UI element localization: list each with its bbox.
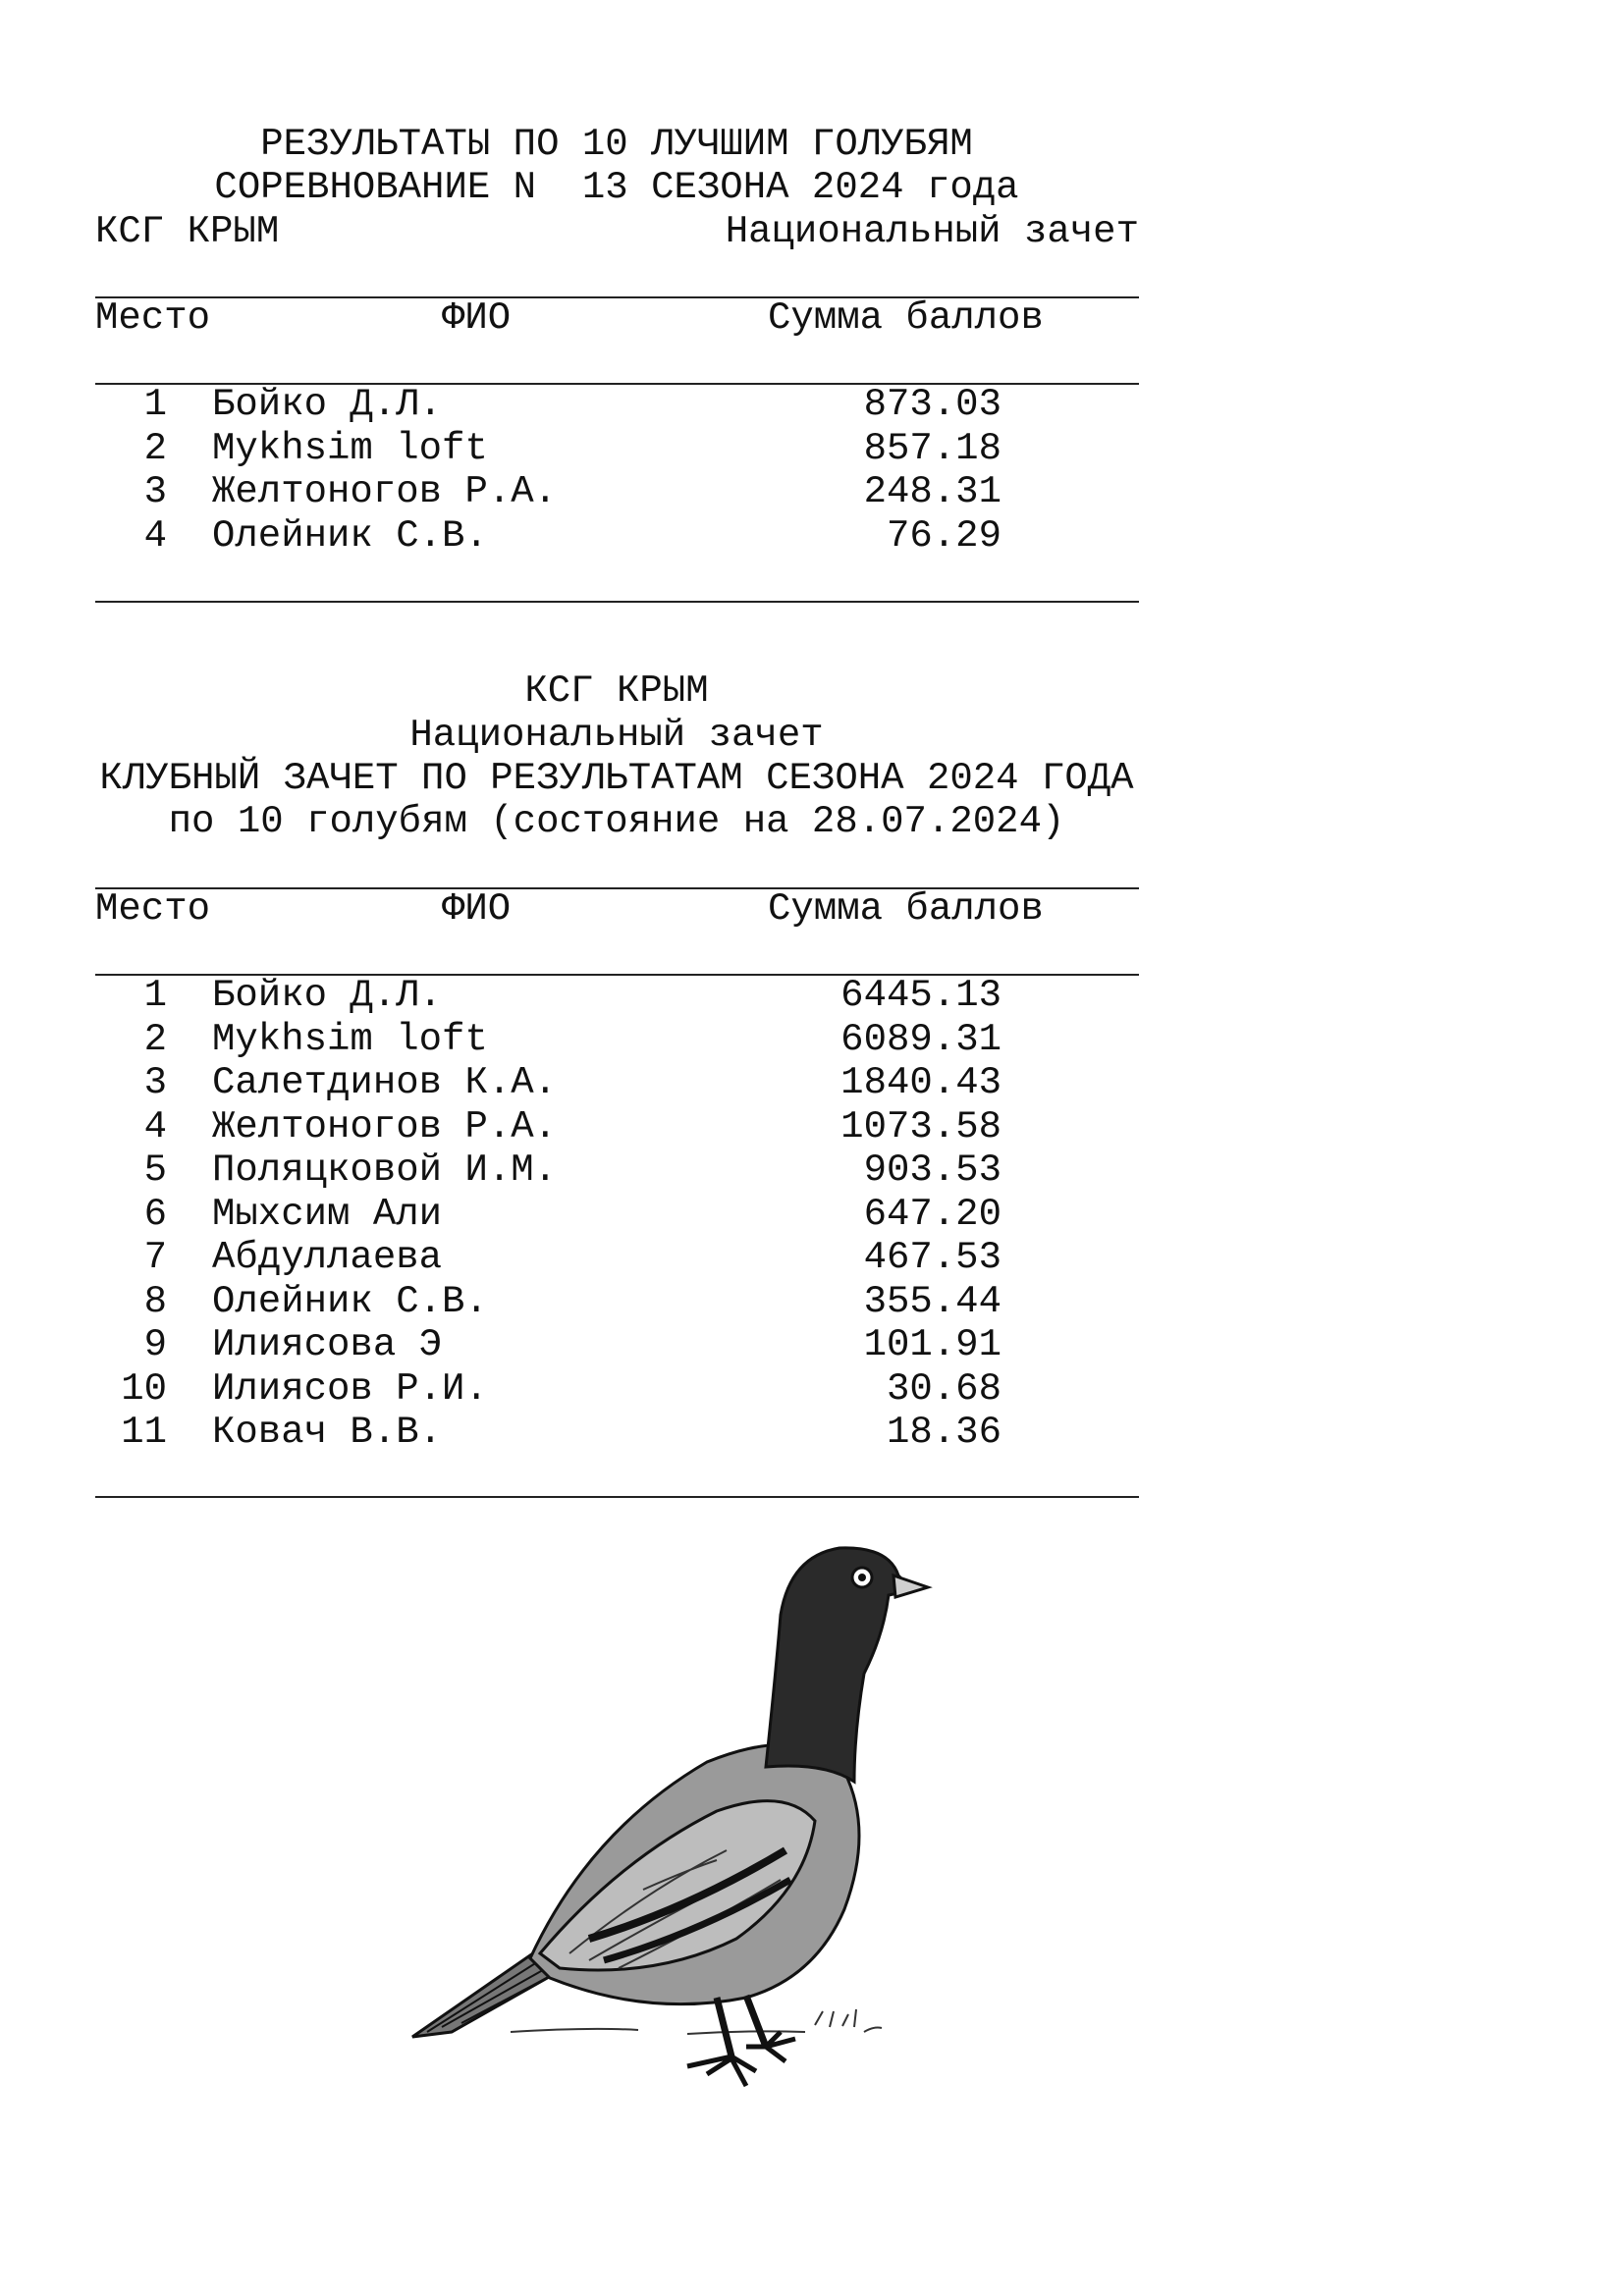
row-name: Олейник С.В. <box>212 1279 488 1323</box>
row-score: 355.44 <box>863 1279 1001 1323</box>
row-place: 4 <box>143 513 167 558</box>
row-name: Желтоногов Р.А. <box>212 1104 558 1148</box>
section2-category: Национальный зачет <box>409 714 824 757</box>
row-name: Mykhsim loft <box>212 426 488 470</box>
row-place: 4 <box>143 1104 167 1148</box>
row-name: Желтоногов Р.А. <box>212 470 558 513</box>
row-score: 857.18 <box>863 426 1001 470</box>
section2-title: КЛУБНЫЙ ЗАЧЕТ ПО РЕЗУЛЬТАТАМ СЕЗОНА 2024 ГОДА <box>99 757 1134 800</box>
row-score: 467.53 <box>863 1236 1001 1279</box>
section2-header-place: Место <box>95 887 211 931</box>
row-score: 6089.31 <box>840 1017 1001 1061</box>
row-place: 10 <box>121 1366 167 1411</box>
section1-header-score: Сумма баллов <box>768 296 1044 340</box>
row-score: 76.29 <box>886 513 1001 558</box>
section2-subtitle: по 10 голубям (состояние на 28.07.2024) <box>168 800 1065 843</box>
section2-org: КСГ КРЫМ <box>524 669 709 713</box>
section1-title: РЕЗУЛЬТАТЫ ПО 10 ЛУЧШИМ ГОЛУБЯМ <box>260 123 973 166</box>
row-score: 101.91 <box>863 1323 1001 1366</box>
row-name: Бойко Д.Л. <box>212 974 443 1017</box>
row-score: 30.68 <box>886 1366 1001 1411</box>
section2-header-score: Сумма баллов <box>768 887 1044 931</box>
row-name: Mykhsim loft <box>212 1017 488 1061</box>
row-score: 1073.58 <box>840 1104 1001 1148</box>
row-score: 1840.43 <box>840 1061 1001 1104</box>
section1-category: Национальный зачет <box>725 210 1139 253</box>
row-name: Илиясов Р.И. <box>212 1366 488 1411</box>
row-score: 18.36 <box>886 1411 1001 1454</box>
row-place: 2 <box>143 1017 167 1061</box>
row-score: 6445.13 <box>840 974 1001 1017</box>
row-place: 1 <box>143 383 167 426</box>
row-name: Ковач В.В. <box>212 1411 443 1454</box>
row-place: 5 <box>143 1148 167 1192</box>
row-score: 903.53 <box>863 1148 1001 1192</box>
section2-rule-bottom <box>95 1496 1139 1498</box>
section1-rule-bottom <box>95 601 1139 603</box>
row-place: 6 <box>143 1192 167 1236</box>
row-place: 9 <box>143 1323 167 1366</box>
row-place: 3 <box>143 1061 167 1104</box>
row-place: 3 <box>143 470 167 513</box>
row-score: 248.31 <box>863 470 1001 513</box>
section1-subtitle: СОРЕВНОВАНИЕ N 13 СЕЗОНА 2024 года <box>214 166 1019 209</box>
section2-header-name: ФИО <box>442 887 512 931</box>
row-place: 7 <box>143 1236 167 1279</box>
row-name: Поляцковой И.М. <box>212 1148 558 1192</box>
section1-header-place: Место <box>95 296 211 340</box>
row-name: Олейник С.В. <box>212 513 488 558</box>
section1-header-name: ФИО <box>442 296 512 340</box>
row-name: Илиясова Э <box>212 1323 443 1366</box>
row-place: 2 <box>143 426 167 470</box>
row-place: 1 <box>143 974 167 1017</box>
row-score: 873.03 <box>863 383 1001 426</box>
row-place: 8 <box>143 1279 167 1323</box>
row-name: Абдуллаева <box>212 1236 443 1279</box>
section1-org: КСГ КРЫМ <box>95 210 280 253</box>
row-score: 647.20 <box>863 1192 1001 1236</box>
row-name: Салетдинов К.А. <box>212 1061 558 1104</box>
row-name: Бойко Д.Л. <box>212 383 443 426</box>
row-place: 11 <box>121 1411 167 1454</box>
row-name: Мыхсим Али <box>212 1192 443 1236</box>
pigeon-icon <box>393 1536 952 2115</box>
